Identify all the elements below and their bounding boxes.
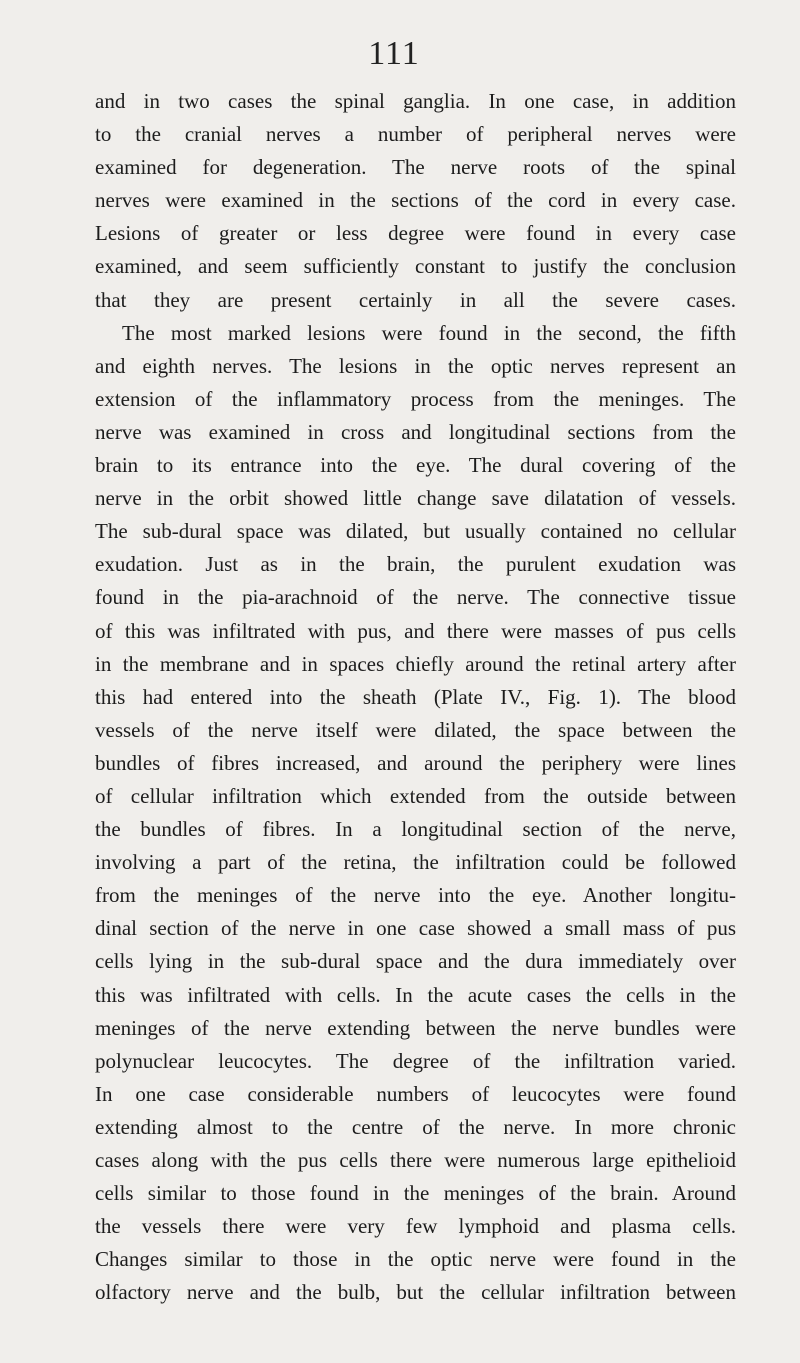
text-line: meninges of the nerve extending between the nerve bundles were (95, 1015, 736, 1040)
paragraph (95, 85, 736, 317)
text-line: extending almost to the centre of the nerve. In more chronic (95, 1114, 736, 1139)
text-line: dinal section of the nerve in one case showed a small mass of pus (95, 916, 736, 941)
text-line: examined, and seem sufficiently constant to justify the conclusion (95, 254, 736, 279)
text-line: in the membrane and in spaces chiefly around the retinal artery after (95, 651, 736, 676)
text-line: found in the pia-arachnoid of the nerve. The connective tissue (95, 585, 736, 610)
text-line: nerve in the orbit showed little change save dilatation of vessels. (95, 486, 736, 511)
text-line: bundles of fibres increased, and around the periphery were lines (95, 750, 736, 775)
text-line: examined for degeneration. The nerve roots of the spinal (95, 155, 736, 180)
text-line: exudation. Just as in the brain, the purulent exudation was (95, 552, 736, 577)
text-line: and eighth nerves. The lesions in the optic nerves represent an (95, 353, 736, 378)
text-line: this was infiltrated with cells. In the acute cases the cells in the (95, 982, 736, 1007)
text-line: the vessels there were very few lymphoid and plasma cells. (95, 1214, 736, 1239)
page-number: 111 (368, 35, 420, 72)
text-line: and in two cases the spinal ganglia. In one case, in addition (95, 89, 736, 113)
text-line: Changes similar to those in the optic nerve were found in the (95, 1247, 736, 1272)
text-line: of cellular infiltration which extended from the outside between (95, 783, 736, 808)
text-line: vessels of the nerve itself were dilated, the space between the (95, 717, 736, 742)
text-line: cells lying in the sub-dural space and the dura immediately over (95, 949, 736, 974)
paragraph (95, 317, 736, 1310)
text-line: the bundles of fibres. In a longitudinal section of the nerve, (95, 817, 736, 842)
text-line: nerves were examined in the sections of the cord in every case. (95, 188, 736, 213)
text-line: cells similar to those found in the meninges of the brain. Around (95, 1181, 736, 1206)
text-line: nerve was examined in cross and longitudinal sections from the (95, 419, 736, 444)
text-line: this had entered into the sheath (Plate IV., Fig. 1). The blood (95, 684, 736, 709)
text-line: The most marked lesions were found in the second, the fifth (122, 320, 736, 345)
text-line: extension of the inflammatory process from the meninges. The (95, 386, 736, 411)
text-line: The sub-dural space was dilated, but usually contained no cellular (95, 519, 736, 544)
text-line: cases along with the pus cells there were numerous large epithelioid (95, 1148, 736, 1172)
text-line: of this was infiltrated with pus, and there were masses of pus cells (95, 618, 736, 643)
text-line: to the cranial nerves a number of peripheral nerves were (95, 122, 736, 147)
text-line: olfactory nerve and the bulb, but the cellular infiltration between (95, 1280, 736, 1305)
text-line: from the meninges of the nerve into the eye. Another longitu- (95, 883, 736, 908)
body-text (95, 85, 736, 1309)
text-line: Lesions of greater or less degree were found in every case (95, 221, 736, 246)
text-line: that they are present certainly in all the severe cases. (95, 287, 736, 312)
text-line: involving a part of the retina, the infiltration could be followed (95, 850, 736, 875)
text-line: brain to its entrance into the eye. The dural covering of the (95, 453, 736, 478)
text-line: polynuclear leucocytes. The degree of the infiltration varied. (95, 1048, 736, 1073)
text-line: In one case considerable numbers of leucocytes were found (95, 1081, 736, 1106)
